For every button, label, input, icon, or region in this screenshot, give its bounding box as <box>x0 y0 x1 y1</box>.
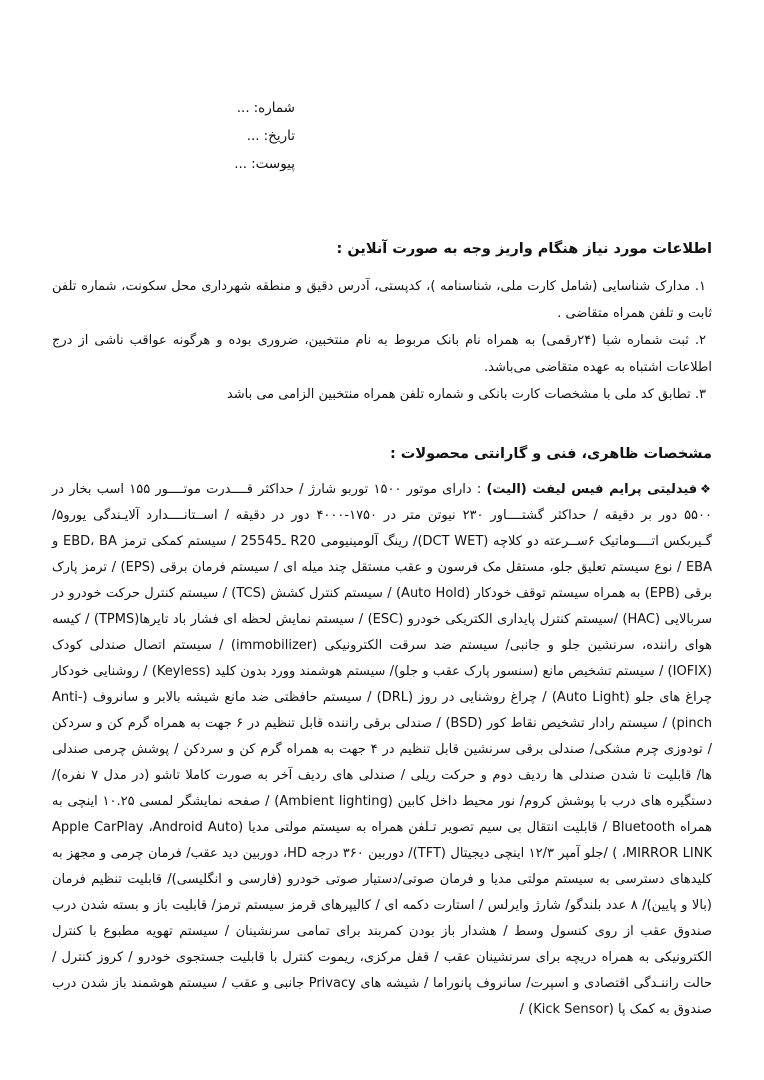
product-title: فیدلیتی پرایم فیس لیفت (الیت) <box>486 482 698 497</box>
list-item-text: ثبت شماره شبا (۲۴رقمی) به همراه نام بانک مربوط به نام منتخبین، ضروری بوده و هرگونه عواقب ناشی از درج اطلاعات اشتباه به عهده متقاضی می‌باشد. <box>52 333 712 375</box>
list-item-number: ۱. <box>694 279 706 294</box>
letterhead-attachment-row <box>234 150 295 178</box>
letterhead-date-row <box>234 122 295 150</box>
online-payment-info-heading: اطلاعات مورد نیاز هنگام واریز وجه به صورت آنلاین : <box>336 241 712 257</box>
list-item-text: تطابق کد ملی با مشخصات کارت بانکی و شماره تلفن همراه منتخبین الزامی می باشد <box>226 387 691 402</box>
letterhead-number-row <box>234 94 295 122</box>
required-info-list <box>52 273 712 408</box>
number-label: شماره: <box>253 100 295 116</box>
date-label: تاریخ: <box>263 128 295 144</box>
document-body <box>52 239 712 1023</box>
list-item-number: ۳. <box>694 387 706 402</box>
attachment-value: ... <box>234 156 248 172</box>
list-item-number: ۲. <box>694 333 707 348</box>
diamond-bullet-icon: ❖ <box>700 482 712 496</box>
list-item <box>52 273 712 327</box>
list-item-text: مدارک شناسایی (شامل کارت ملی، شناسنامه )، کدپستی، آدرس دقیق و منطقه شهرداری محل سکونت، شماره تلفن ثابت و تلفن همراه متقاضی . <box>52 279 712 321</box>
product-specs-text: : دارای موتور ۱۵۰۰ توربو شارژ / حداکثر قــــدرت موتــــور ۱۵۵ اسب بخار در ۵۵۰۰ دور بر دقیقه / حداکثر گشتــــاور ۲۳۰ نیوتن متر در ۱۷۵۰-۴۰۰۰ دور در دقیقه / اســتانــــدارد آلایـندگی یورو۵/ گـیربکس اتــــوماتیک ۶ســرعته دو کلاچه (DCT WET)/ رینگ آلومینیومی ⁦255ـ45 R20⁩ / سیستم کمکی ترمز EBD، BA و EBA / نوع سیستم تعلیق جلو، مستقل مک فرسون و عقب مستقل چند میله ای / سیستم فرمان برقی (EPS) / ترمز پارک برقی (EPB) به همراه سیستم توقف خودکار (Auto Hold) / سیستم کنترل کشش (TCS) / سیستم کنترل حرکت خودرو در سربالایی (HAC) /سیستم کنترل پایداری الکتریکی خودرو (ESC) / سیستم نمایش لحظه ای فشار باد تایرها(TPMS) / کیسه هوای راننده، سرنشین جلو و جانبی/ سیستم ضد سرقت الکترونیکی (immobilizer) / سیستم اتصال صندلی کودک (IOFIX) / سیستم تشخیص مانع (سنسور پارک عقب و جلو)/ سیستم هوشمند وورد بدون کلید (Keyless) / روشنایی خودکار چراغ های جلو (Auto Light) / چراغ روشنایی در روز (DRL) / سیستم حافظتی ضد مانع شیشه بالابر و سانروف (Anti-pinch) / سیستم رادار تشخیص نقاط کور (BSD) / صندلی برقی راننده قابل تنظیم در ۶ جهت به همراه گرم کن و سردکن / تودوزی چرم مشکی/ صندلی برقی سرنشین قابل تنظیم در ۴ جهت به همراه گرم کن و سردکن / پوشش چرمی صندلی ها/ قابلیت تا شدن صندلی ها ردیف دوم و حرکت ریلی / صندلی های ردیف آخر به صورت کاملا تاشو (در مدل ۷ نفره)/ دستگیره های درب با پوشش کروم/ نور محیط داخل کابین (Ambient lighting) / صفحه نمایشگر لمسی ۱۰.۲۵ اینچی به همراه Bluetooth / قابلیت انتقال بی سیم تصویر تـلفن همراه به سیستم مولتی مدیا (Apple CarPlay ،Android Auto ،MIRROR LINK ) /جلو آمپر ۱۲/۳ اینچی دیجیتال (TFT)/ دوربین ۳۶۰ درجه HD، دوربین دید عقب/ فرمان چرمی و مجهز به کلیدهای دسترسی به سیستم مولتی مدیا و فرمان صوتی/دستیار صوتی خودرو (فارسی و انگلیسی)/ قابلیت تنظیم فرمان (بالا و پایین)/ ۸ عدد بلندگو/ شارژ وایرلس / استارت دکمه ای / کالیپرهای قرمز سیستم ترمز/ قابلیت باز و بسته شدن درب صندوق عقب از روی کنسول وسط / هشدار باز بودن کمربند برای تمامی سرنشینان / سیستم تهویه مطبوع با کنترل الکترونیکی به همراه دریچه برای سرنشینان عقب / قفل مرکزی، ریموت کنترل با قابلیت جستجوی خودرو / کروز کنترل / حالت راننـدگی اقتصادی و اسپرت/ سانروف پانوراما / شیشه های Privacy جانبی و عقب / سیستم هوشمند باز شدن درب صندوق به کمک پا (Kick Sensor) / <box>52 482 713 1017</box>
attachment-label: پیوست: <box>251 156 295 172</box>
list-item <box>52 327 712 381</box>
product-specs-paragraph <box>52 476 712 1023</box>
number-value: ... <box>236 100 250 116</box>
letterhead-fields <box>234 94 295 178</box>
list-item <box>52 381 712 408</box>
product-specs-heading: مشخصات ظاهری، فنی و گارانتی محصولات : <box>389 446 712 462</box>
date-value: ... <box>246 128 260 144</box>
